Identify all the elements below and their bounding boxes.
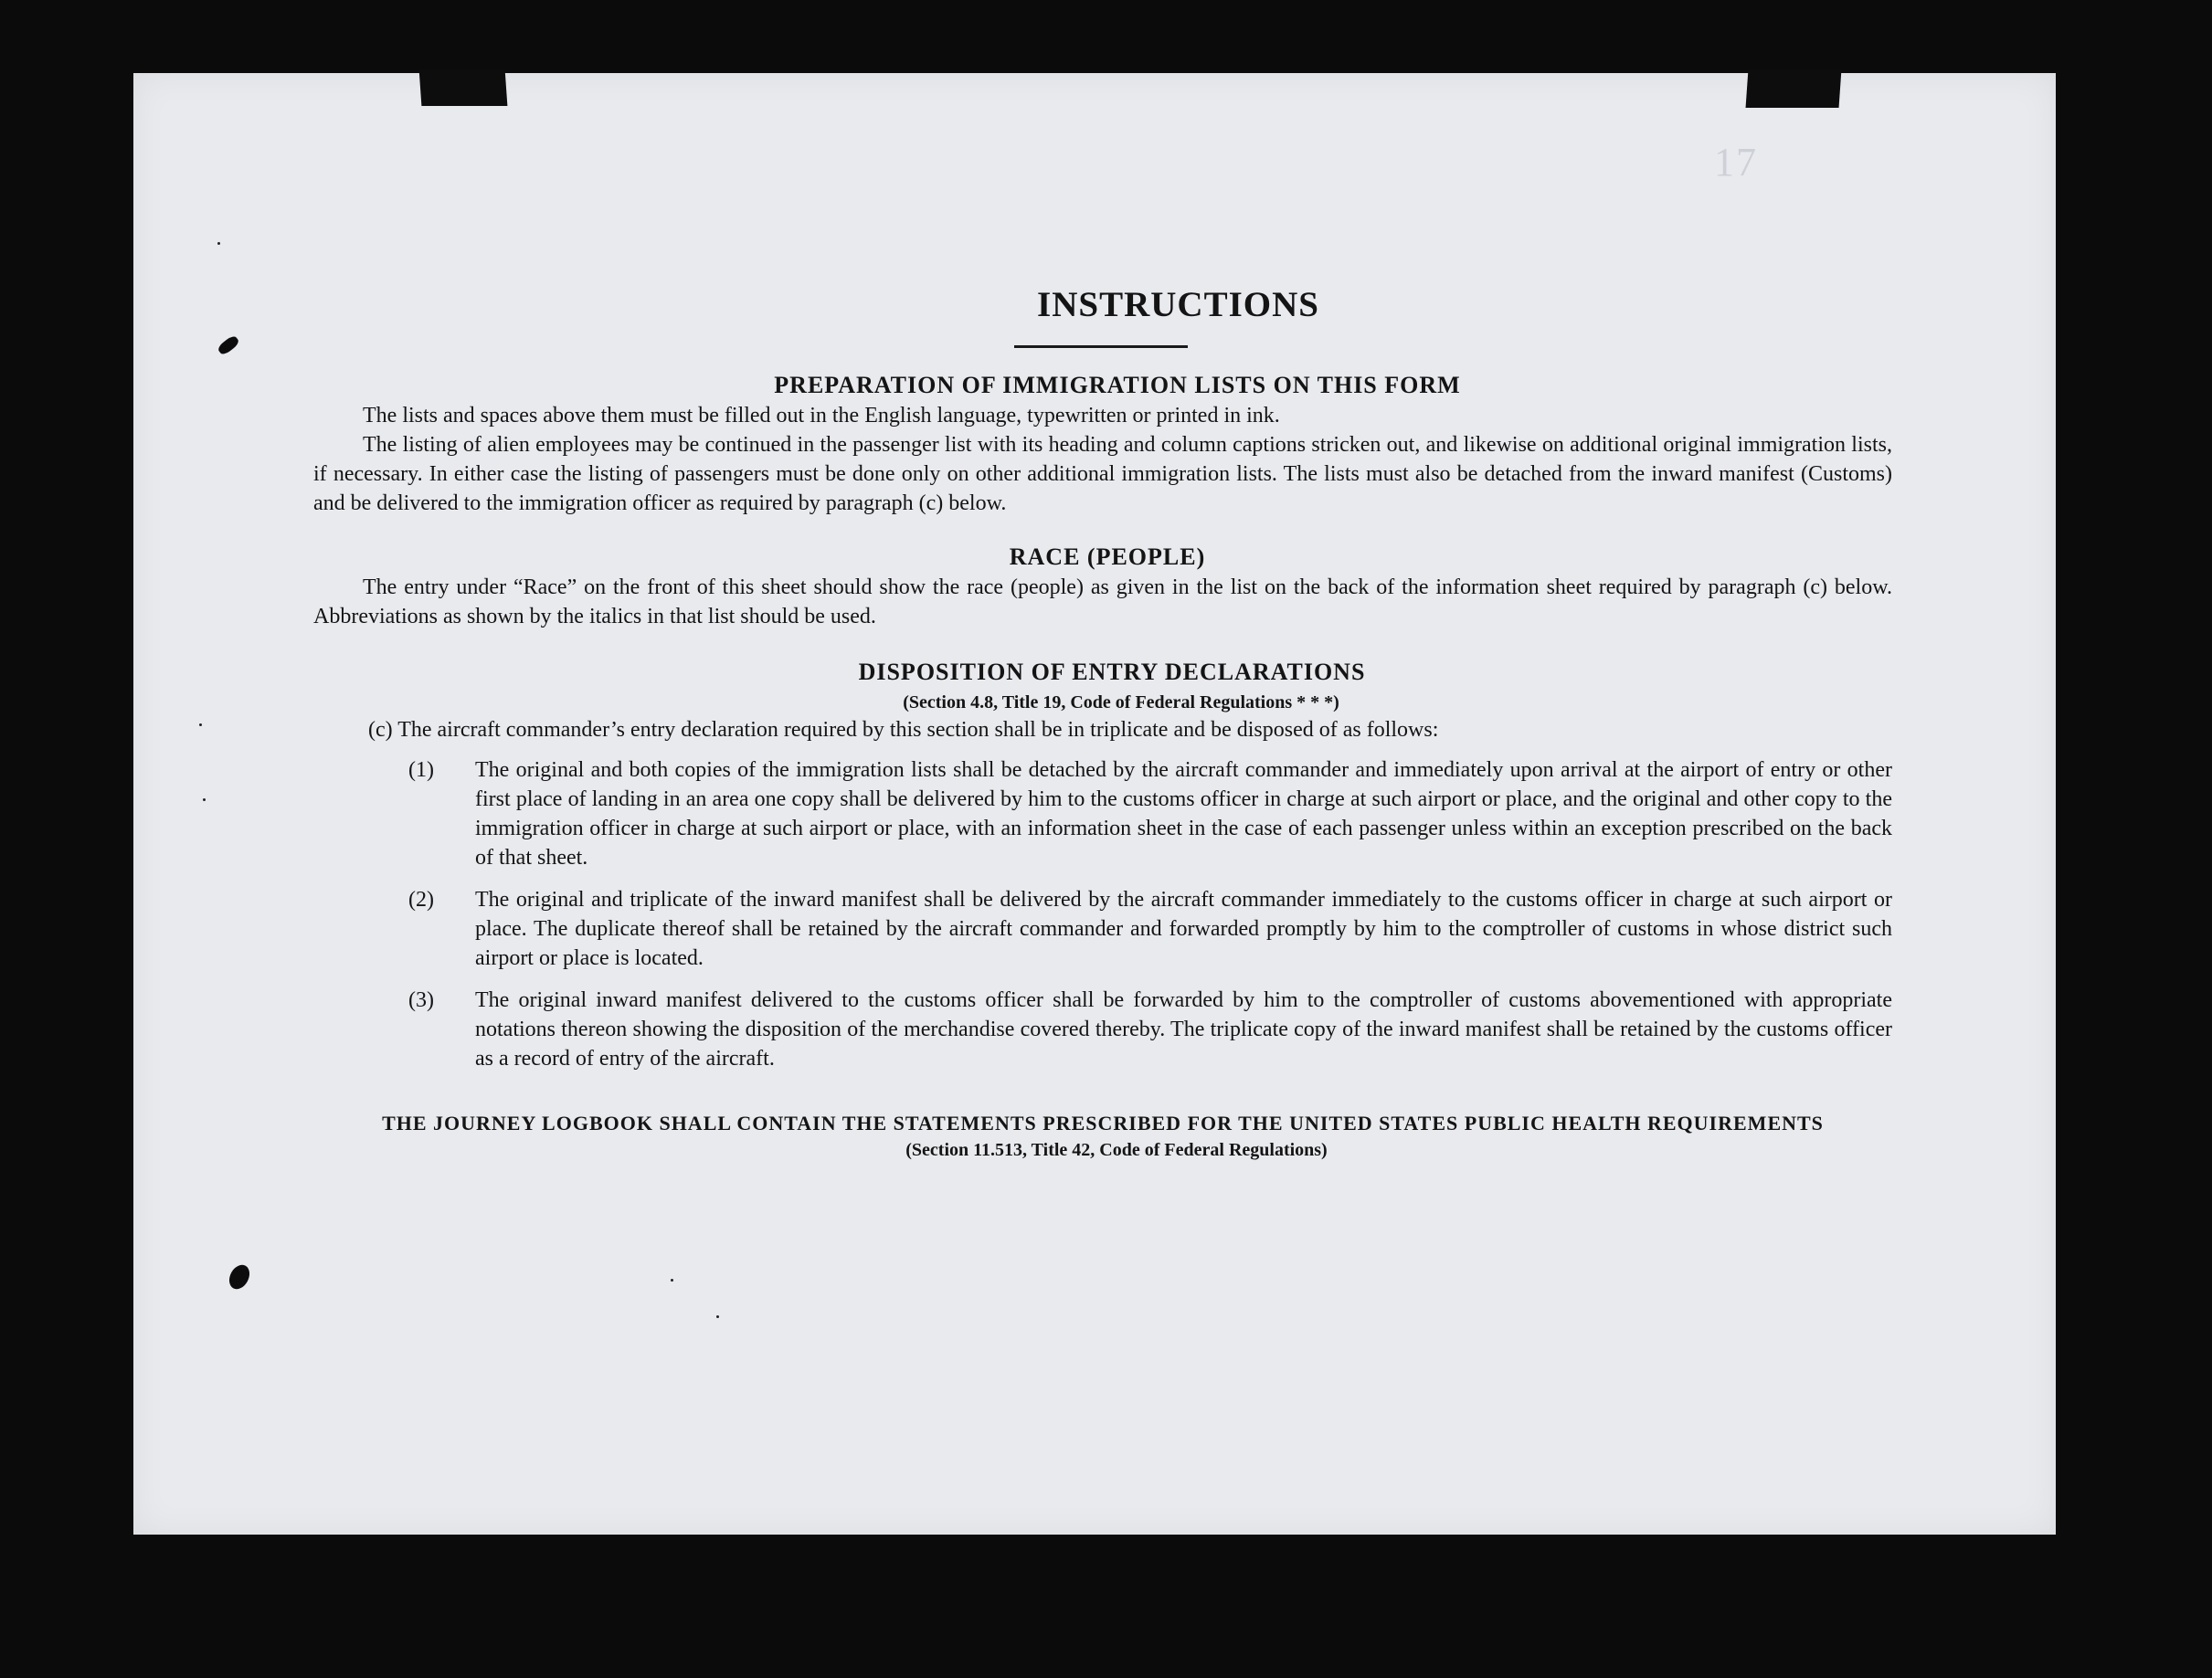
list-item-number: (2) [408,888,434,912]
list-item [313,885,1892,973]
footer-heading: THE JOURNEY LOGBOOK SHALL CONTAIN THE STATEMENTS PRESCRIBED FOR THE UNITED STATES PUBLIC HEALTH REQUIREMENTS [382,1112,1824,1134]
binding-tab-left [419,69,508,106]
title-underline [1014,345,1188,348]
list-item-text: The original inward manifest delivered to the customs officer shall be forwarded by him to the comptroller of customs abovementioned with appropriate notations thereon showing the disposition of the merchandise covered thereby. The triplicate copy of the inward manifest shall be retained by the customs officer as a record of entry of the aircraft. [475,988,1892,1071]
footer-citation: (Section 11.513, Title 42, Code of Federal Regulations) [905,1140,1328,1160]
section-heading-disposition: DISPOSITION OF ENTRY DECLARATIONS [858,659,1366,685]
paragraph-preparation-2: The listing of alien employees may be continued in the passenger list with its heading and column captions stricken out, and likewise on additional original immigration lists, if necessary. In either case the listing of passengers must be done only on other additional immigration lists. The lists must also be detached from the inward manifest (Customs) and be delivered to the immigration officer as required by paragraph (c) below. [313,433,1892,515]
page-number: 17 [1714,140,1758,185]
binding-tab-right [1746,69,1842,108]
speck [716,1315,719,1318]
list-item [313,986,1892,1073]
instructions-content [313,274,1892,1163]
list-item-number: (3) [408,988,434,1012]
speck [671,1279,673,1282]
section-heading-race: RACE (PEOPLE) [1009,544,1206,570]
paragraph-disposition-intro: (c) The aircraft commander’s entry declaration required by this section shall be in triplicate and be disposed of as follows: [368,718,1439,742]
paragraph-preparation-1: The lists and spaces above them must be filled out in the English language, typewritten or printed in ink. [363,404,1280,427]
list-item [313,755,1892,872]
list-item-text: The original and triplicate of the inward manifest shall be delivered by the aircraft commander immediately to the customs officer in charge at such airport or place. The duplicate thereof shall be retained by the aircraft commander and forwarded promptly by him to the comptroller of customs in whose district such airport or place is located. [475,888,1892,970]
list-item-number: (1) [408,758,434,782]
speck [203,798,206,801]
section-heading-preparation: PREPARATION OF IMMIGRATION LISTS ON THIS FORM [774,372,1461,398]
list-item-text: The original and both copies of the immigration lists shall be detached by the aircraft commander and immediately upon arrival at the airport of entry or other first place of landing in an area one copy shall be delivered by him to the customs officer in charge at such airport or place, and the original and other copy to the immigration officer in charge at such airport or place, with an information sheet in the case of each passenger unless within an exception prescribed on the back of that sheet. [475,758,1892,870]
speck [217,242,220,245]
paragraph-race: The entry under “Race” on the front of this sheet should show the race (people) as given in the list on the back of the information sheet required by paragraph (c) below. Abbreviations as shown by the italics in that list should be used. [313,575,1892,628]
citation-disposition: (Section 4.8, Title 19, Code of Federal Regulations * * *) [903,692,1339,712]
page-title: INSTRUCTIONS [1037,285,1319,324]
speck [199,723,202,726]
